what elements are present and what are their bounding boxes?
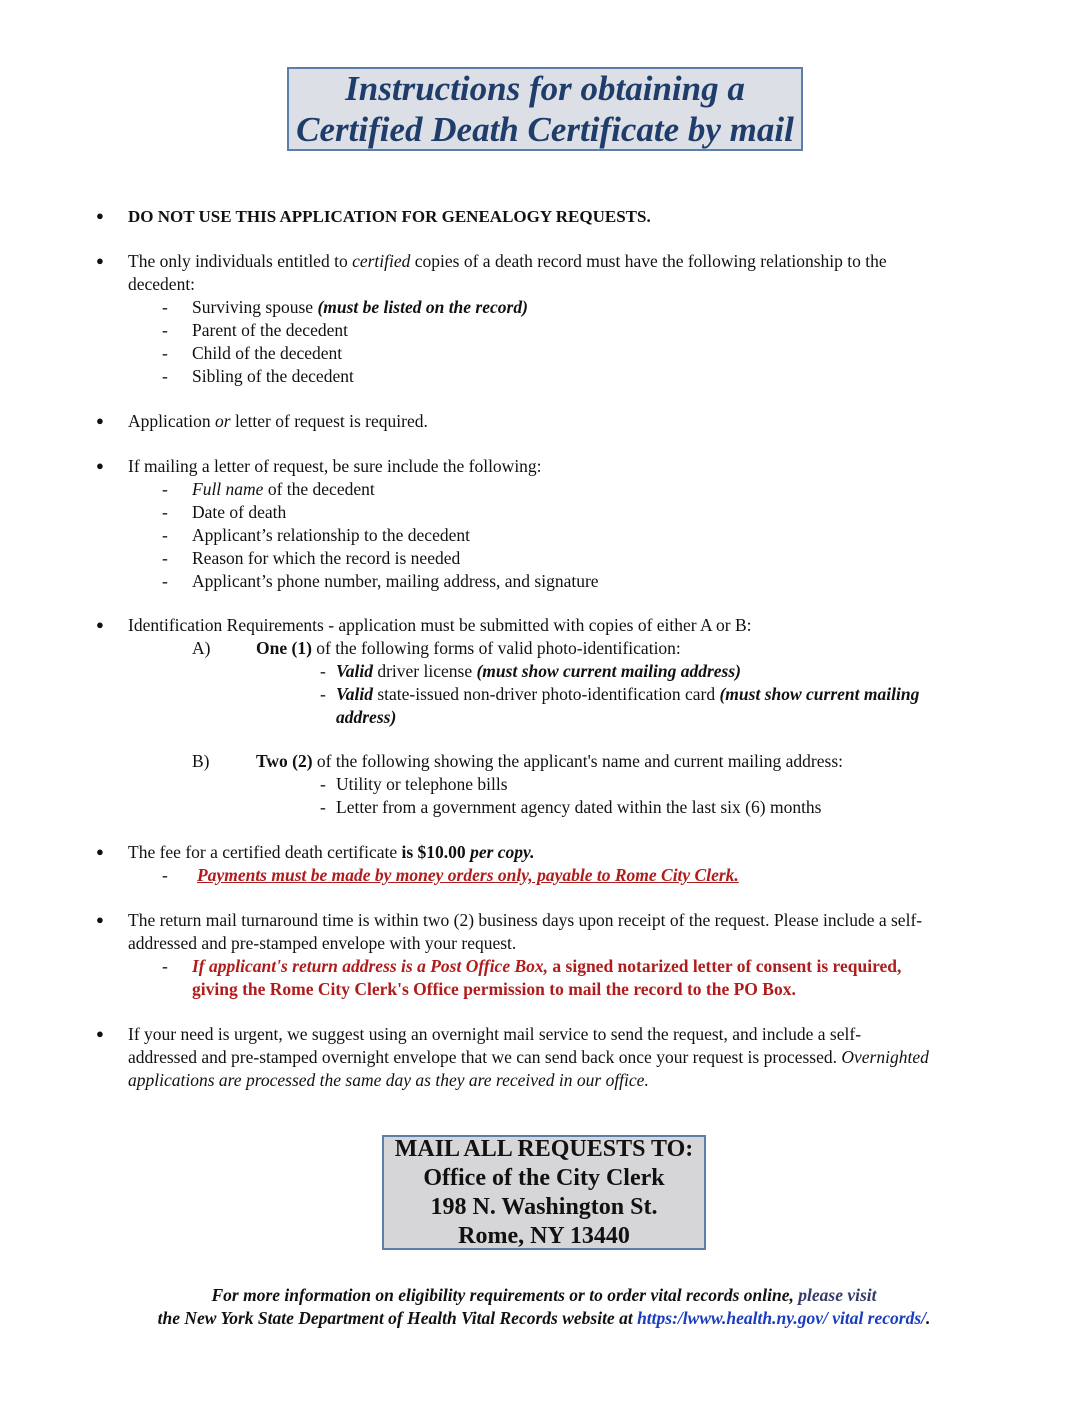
mail-office: Office of the City Clerk — [423, 1164, 665, 1191]
bullet-icon: ● — [96, 253, 104, 268]
title-line-2: Certified Death Certificate by mail — [296, 110, 794, 149]
title-box — [287, 67, 803, 151]
list-item: - Applicant’s phone number, mailing address, and signature — [162, 571, 599, 591]
id-a-item-1: Valid driver license (must show current mailing address) — [336, 661, 741, 681]
footer-line-1: For more information on eligibility requirements or to order vital records online, please visit — [211, 1285, 877, 1305]
list-item: - Date of death — [162, 502, 287, 522]
list-item: - Surviving spouse (must be listed on the record) — [162, 297, 528, 317]
po-box-note: If applicant's return address is a Post Office Box, a signed notarized letter of consent is required, giving the Rome City Clerk's Office permission to mail the record to the PO Box. — [192, 956, 902, 999]
mail-street: 198 N. Washington St. — [430, 1193, 658, 1220]
bullet-icon: ● — [96, 208, 104, 223]
id-a-item-2: Valid state-issued non-driver photo-identification card (must show current mailing address) — [336, 684, 920, 727]
bullet-icon: ● — [96, 617, 104, 632]
footer — [60, 1284, 1028, 1330]
payment-note: Payments must be made by money orders only, payable to Rome City Clerk. — [197, 865, 739, 885]
id-b-label: B) — [192, 751, 210, 771]
bullet-icon: ● — [96, 413, 104, 428]
letter-intro: If mailing a letter of request, be sure include the following: — [128, 456, 542, 476]
id-b-dash: - — [320, 774, 326, 794]
id-a-text: One (1) of the following forms of valid photo-identification: — [256, 638, 681, 658]
bullet-icon: ● — [96, 1026, 104, 1041]
bullet-icon: ● — [96, 458, 104, 473]
po-dash: - — [162, 956, 168, 976]
bullet-icon: ● — [96, 844, 104, 859]
mail-city: Rome, NY 13440 — [458, 1222, 630, 1249]
id-b-dash: - — [320, 797, 326, 817]
list-item: - Sibling of the decedent — [162, 366, 354, 386]
fee-line: The fee for a certified death certificate is $10.00 per copy. — [128, 842, 535, 862]
application-line: Application or letter of request is required. — [128, 411, 428, 431]
title-line-1: Instructions for obtaining a — [345, 69, 745, 108]
id-intro: Identification Requirements - application must be submitted with copies of either A or B: — [128, 615, 752, 635]
mail-address-box — [382, 1135, 706, 1250]
id-b-text: Two (2) of the following showing the applicant's name and current mailing address: — [256, 751, 843, 771]
list-item: - Applicant’s relationship to the decedent — [162, 525, 470, 545]
list-item: - Parent of the decedent — [162, 320, 348, 340]
entitled-paragraph: The only individuals entitled to certified copies of a death record must have the following relationship to the decedent: — [128, 251, 887, 294]
bullet-icon: ● — [96, 912, 104, 927]
list-item: - Reason for which the record is needed — [162, 548, 461, 568]
turnaround-paragraph: The return mail turnaround time is within two (2) business days upon receipt of the request. Please include a self- addressed and pre-stamped envelope with your request. — [128, 910, 923, 953]
letter-list — [0, 478, 1088, 593]
entitled-list — [0, 296, 1088, 388]
id-a-dash: - — [320, 684, 326, 704]
list-item: - Full name of the decedent — [162, 479, 375, 499]
fee-dash: - — [162, 865, 168, 885]
vital-records-link[interactable]: https:/lwww.health.ny.gov/ vital records/ — [637, 1308, 927, 1328]
id-a-dash: - — [320, 661, 326, 681]
id-b-item-2: Letter from a government agency dated within the last six (6) months — [336, 797, 822, 817]
list-item: - Child of the decedent — [162, 343, 343, 363]
id-a-label: A) — [192, 638, 211, 658]
footer-line-2: the New York State Department of Health Vital Records website at https:/lwww.health.ny.gov/ vital records/. — [157, 1308, 931, 1328]
mail-header: MAIL ALL REQUESTS TO: — [394, 1135, 694, 1162]
genealogy-warning: DO NOT USE THIS APPLICATION FOR GENEALOGY REQUESTS. — [128, 207, 651, 226]
urgent-paragraph: If your need is urgent, we suggest using an overnight mail service to send the request, and include a self- addressed and pre-stamped overnight envelope that we can send back once your request is processed. Overnighted applications are processed the same day as they are received in our office. — [128, 1024, 929, 1090]
id-b-item-1: Utility or telephone bills — [336, 774, 508, 794]
